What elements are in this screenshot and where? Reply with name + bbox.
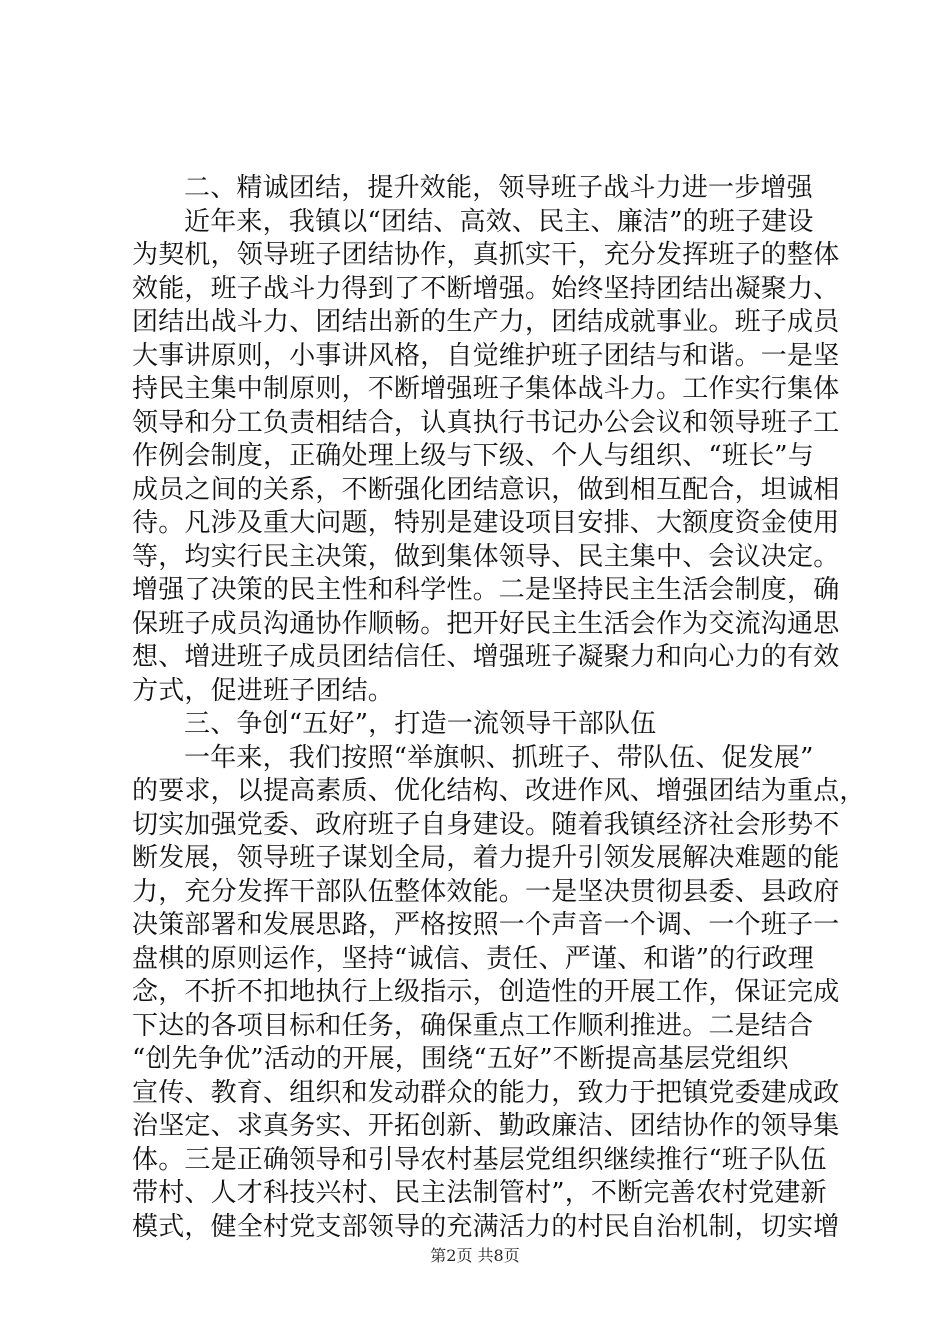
text-line: 宣传、教育、组织和发动群众的能力，致力于把镇党委建成政: [132, 1077, 840, 1108]
text-line: 带村、人才科技兴村、民主法制管村”，不断完善农村党建新: [132, 1178, 827, 1208]
text-line: “创先争优”活动的开展，围绕“五好”不断提高基层党组织: [132, 1044, 789, 1074]
text-line: 保班子成员沟通协作顺畅。把开好民主生活会作为交流沟通思: [132, 608, 840, 639]
section-heading: 二、精诚团结，提升效能，领导班子战斗力进一步增强: [184, 173, 813, 203]
text-line: 效能，班子战斗力得到了不断增强。始终坚持团结出凝聚力、: [132, 273, 840, 304]
text-line: 方式，促进班子团结。: [132, 675, 395, 706]
text-line: 成员之间的关系，不断强化团结意识，做到相互配合，坦诚相: [132, 474, 840, 505]
text-line: 为契机，领导班子团结协作，真抓实干，充分发挥班子的整体: [132, 240, 840, 270]
text-line: 持民主集中制原则，不断增强班子集体战斗力。工作实行集体: [132, 374, 840, 404]
document-body: [132, 172, 866, 1244]
paragraph: [132, 206, 840, 709]
text-line: 下达的各项目标和任务，确保重点工作顺利推进。二是结合: [132, 1010, 814, 1041]
text-line: 团结出战斗力、团结出新的生产力，团结成就事业。班子成员: [132, 307, 840, 337]
text-line: 一年来，我们按照“举旗帜、抓班子、带队伍、促发展”: [184, 742, 814, 773]
text-line: 领导和分工负责相结合，认真执行书记办公会议和领导班子工: [132, 407, 840, 438]
paragraph: [132, 742, 866, 1245]
section-heading: 三、争创“五好”，打造一流领导干部队伍: [184, 709, 657, 739]
text-line: 的要求，以提高素质、优化结构、改进作风、增强团结为重点，: [132, 776, 866, 806]
text-line: 治坚定、求真务实、开拓创新、勤政廉洁、团结协作的领导集: [132, 1111, 840, 1141]
text-line: 待。凡涉及重大问题，特别是建设项目安排、大额度资金使用: [132, 508, 840, 538]
text-line: 力，充分发挥干部队伍整体效能。一是坚决贯彻县委、县政府: [132, 876, 840, 907]
text-line: 大事讲原则，小事讲风格，自觉维护班子团结与和谐。一是坚: [132, 340, 840, 371]
text-line: 增强了决策的民主性和科学性。二是坚持民主生活会制度，确: [132, 575, 840, 605]
text-line: 断发展，领导班子谋划全局，着力提升引领发展解决难题的能: [132, 843, 840, 873]
text-line: 念，不折不扣地执行上级指示，创造性的开展工作，保证完成: [132, 977, 840, 1007]
text-line: 模式，健全村党支部领导的充满活力的村民自治机制，切实增: [132, 1211, 840, 1242]
text-line: 盘棋的原则运作，坚持“诚信、责任、严谨、和谐”的行政理: [132, 943, 814, 974]
text-line: 切实加强党委、政府班子自身建设。随着我镇经济社会形势不: [132, 809, 840, 840]
text-line: 作例会制度，正确处理上级与下级、个人与组织、“班长”与: [132, 441, 814, 471]
text-line: 体。三是正确领导和引导农村基层党组织继续推行“班子队伍: [132, 1144, 827, 1175]
text-line: 想、增进班子成员团结信任、增强班子凝聚力和向心力的有效: [132, 642, 840, 672]
page-footer: 第2页 共8页: [430, 1246, 520, 1265]
text-line: 近年来，我镇以“团结、高效、民主、廉洁”的班子建设: [184, 206, 814, 237]
text-line: 决策部署和发展思路，严格按照一个声音一个调、一个班子一: [132, 910, 840, 940]
text-line: 等，均实行民主决策，做到集体领导、民主集中、会议决定。: [132, 541, 840, 572]
